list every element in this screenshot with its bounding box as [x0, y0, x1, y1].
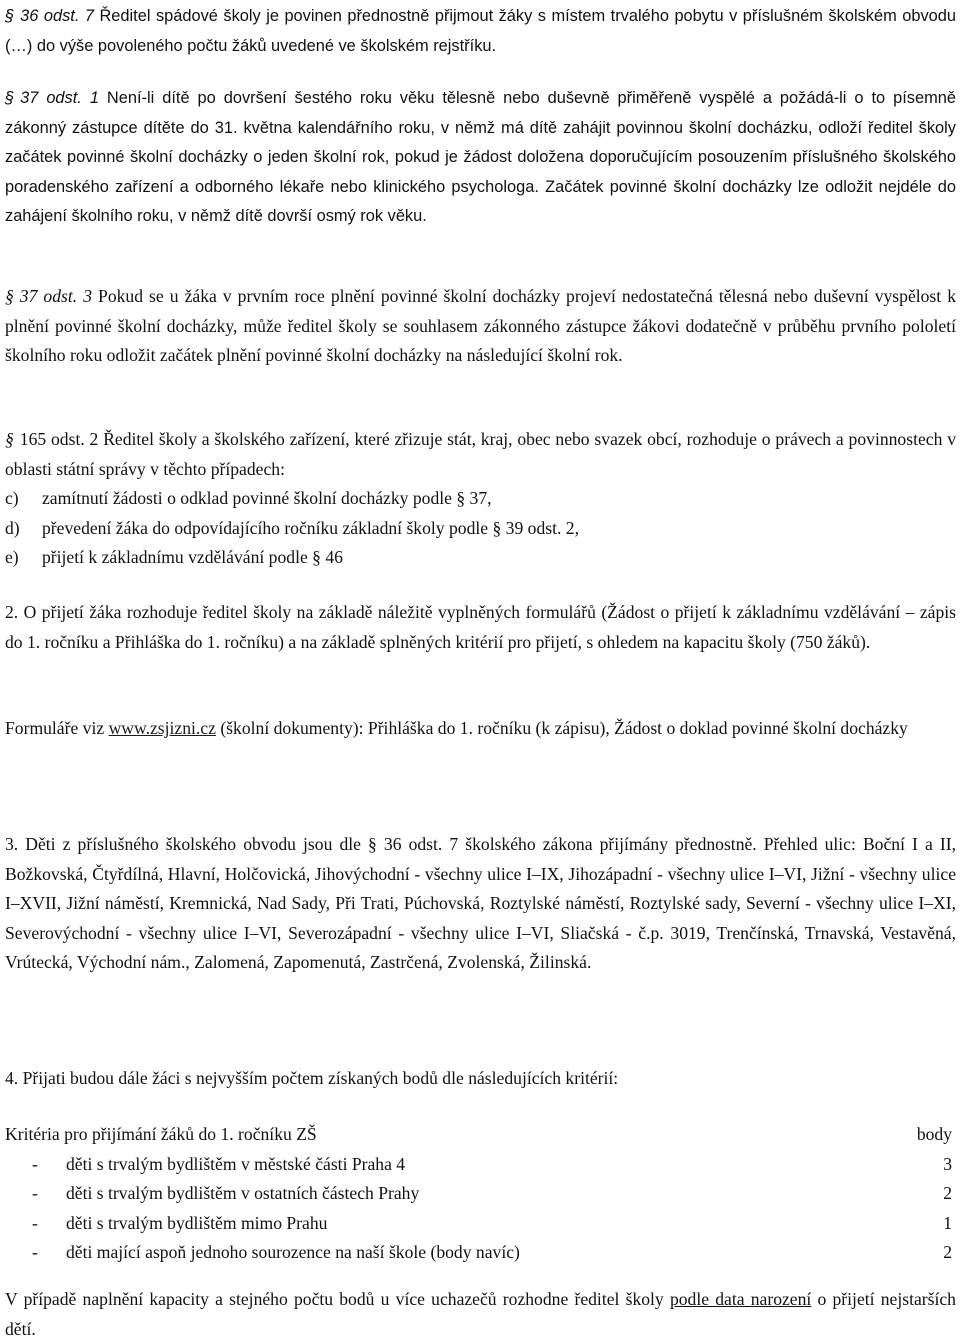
- table-row: [5, 1238, 956, 1268]
- paragraph-lead: 165 odst. 2: [19, 429, 99, 449]
- tiebreak-text-a: V případě naplnění kapacity a stejného počtu bodů u více uchazečů rozhodne ředitel školy: [5, 1289, 664, 1309]
- paragraph-lead: 36 odst. 7: [20, 7, 94, 25]
- section-sign: §: [5, 7, 15, 25]
- paragraph-37-1: [5, 84, 956, 232]
- table-row: [5, 1179, 956, 1209]
- paragraph-2: 2. O přijetí žáka rozhoduje ředitel školy na základě náležitě vyplněných formulářů (Žádost o přijetí k základnímu vzdělávání – zápis do 1. ročníku a Přihláška do 1. ročníku) a na základě splněných kritérií pro přijetí, s ohledem na kapacitu školy (750 žáků).: [5, 602, 956, 652]
- list-item-text: přijetí k základnímu vzdělávání podle § 46: [42, 547, 343, 567]
- row-dash: -: [32, 1183, 38, 1204]
- case-list: [5, 484, 956, 573]
- forms-prefix: Formuláře viz: [5, 718, 105, 738]
- row-dash: -: [32, 1242, 38, 1263]
- paragraph-lead: 37 odst. 3: [19, 286, 92, 306]
- list-item: [5, 514, 956, 544]
- paragraph-lead: 37 odst. 1: [20, 89, 99, 107]
- paragraph-37-3: [5, 282, 956, 371]
- row-dash: -: [32, 1212, 38, 1233]
- row-criterion: děti s trvalým bydlištěm mimo Prahu: [66, 1212, 328, 1233]
- paragraph-4: 4. Přijati budou dále žáci s nejvyšším počtem získaných bodů dle následujících kritérií:: [5, 1068, 619, 1088]
- row-points: 3: [943, 1153, 952, 1174]
- criteria-header-label: Kritéria pro přijímání žáků do 1. ročníku ZŠ: [5, 1124, 317, 1145]
- tiebreak-text-b: o přijetí nejstarších dětí.: [5, 1289, 956, 1339]
- paragraph-text: Ředitel spádové školy je povinen přednostně přijmout žáky s místem trvalého pobytu v příslušném školském obvodu (…) do výše povoleného počtu žáků uvedené ve školském rejstříku.: [5, 7, 956, 55]
- paragraph-tiebreak: [5, 1285, 956, 1344]
- row-criterion: děti mající aspoň jednoho sourozence na naší škole (body navíc): [66, 1242, 520, 1263]
- table-row: [5, 1209, 956, 1239]
- paragraph-text: Ředitel školy a školského zařízení, které zřizuje stát, kraj, obec nebo svazek obcí, rozhoduje o právech a povinnostech v oblasti státní správy v těchto případech:: [5, 429, 956, 479]
- list-item-label: d): [5, 517, 20, 538]
- table-row: [5, 1150, 956, 1180]
- paragraph-text: Pokud se u žáka v prvním roce plnění povinné školní docházky projeví nedostatečná tělesná nebo duševní vyspělost k plnění povinné školní docházky, může ředitel školy se souhlasem zákonného zástupce žákovi dodatečně v průběhu prvního pololetí školního roku odložit začátek plnění povinné školní docházky na následující školní rok.: [5, 286, 956, 365]
- section-sign: §: [5, 89, 15, 107]
- list-item-text: převedení žáka do odpovídajícího ročníku základní školy podle § 39 odst. 2,: [42, 517, 579, 538]
- list-item-label: e): [5, 547, 19, 567]
- website-link[interactable]: www.zsjizni.cz: [108, 718, 216, 738]
- criteria-table: [5, 1120, 956, 1268]
- forms-suffix: (školní dokumenty): Přihláška do 1. ročníku (k zápisu), Žádost o doklad povinné školní docházky: [220, 718, 908, 738]
- list-item-label: c): [5, 488, 19, 508]
- list-item-text: zamítnutí žádosti o odklad povinné školní docházky podle § 37,: [42, 488, 492, 508]
- list-item: [5, 484, 956, 514]
- row-points: 2: [943, 1242, 952, 1263]
- section-sign: §: [5, 429, 14, 449]
- paragraph-intro: [5, 425, 956, 484]
- tiebreak-underlined: podle data narození: [669, 1289, 812, 1309]
- row-points: 2: [943, 1183, 952, 1204]
- paragraph-165-2: [5, 425, 956, 573]
- paragraph-text-a: Není-li dítě po dovršení šestého roku věku tělesně nebo duševně přiměřeně vyspělé a požádá-li o to písemně zákonný zástupce dítěte do 31. května kalendářního roku, v němž má dítě zahájit povinnou školní docházku, odloží ředitel školy začátek povinné školní docházky o jeden školní rok, pokud je žádost doložena doporučujícím posouzením příslušného školského poradenského zařízení a odborného lékaře nebo klinického psychologa.: [5, 89, 956, 196]
- paragraph-3: 3. Děti z příslušného školského obvodu jsou dle § 36 odst. 7 školského zákona přijímány přednostně. Přehled ulic: Boční I a II, Božkovská, Čtyřdílná, Hlavní, Holčovická, Jihovýchodní - všechny ulice I–IX, Jihozápadní - všechny ulice I–VI, Jižní - všechny ulice I–XVII, Jižní náměstí, Kremnická, Nad Sady, Při Trati, Púchovská, Roztylské náměstí, Roztylské sady, Severní - všechny ulice I–XI, Severovýchodní - všechny ulice I–VI, Severozápadní - všechny ulice I–VI, Sliačská - č.p. 3019, Trenčínská, Trnavská, Vestavěná, Vrútecká, Východní nám., Zalomená, Zapomenutá, Zastrčená, Zvolenská, Žilinská.: [5, 834, 956, 972]
- row-criterion: děti s trvalým bydlištěm v městské části Praha 4: [66, 1153, 406, 1174]
- row-dash: -: [32, 1153, 38, 1174]
- table-header-row: [5, 1120, 956, 1150]
- list-item: [5, 543, 956, 573]
- criteria-header-points: body: [916, 1124, 952, 1145]
- paragraph-36-7: [5, 2, 956, 61]
- row-points: 1: [943, 1212, 952, 1233]
- section-sign: §: [5, 286, 14, 306]
- paragraph-forms: [5, 714, 956, 744]
- row-criterion: děti s trvalým bydlištěm v ostatních částech Prahy: [66, 1183, 420, 1204]
- paragraph-text-b: Začátek povinné školní docházky lze odložit nejdéle do zahájení školního roku, v němž dítě dovrší osmý rok věku.: [5, 177, 957, 225]
